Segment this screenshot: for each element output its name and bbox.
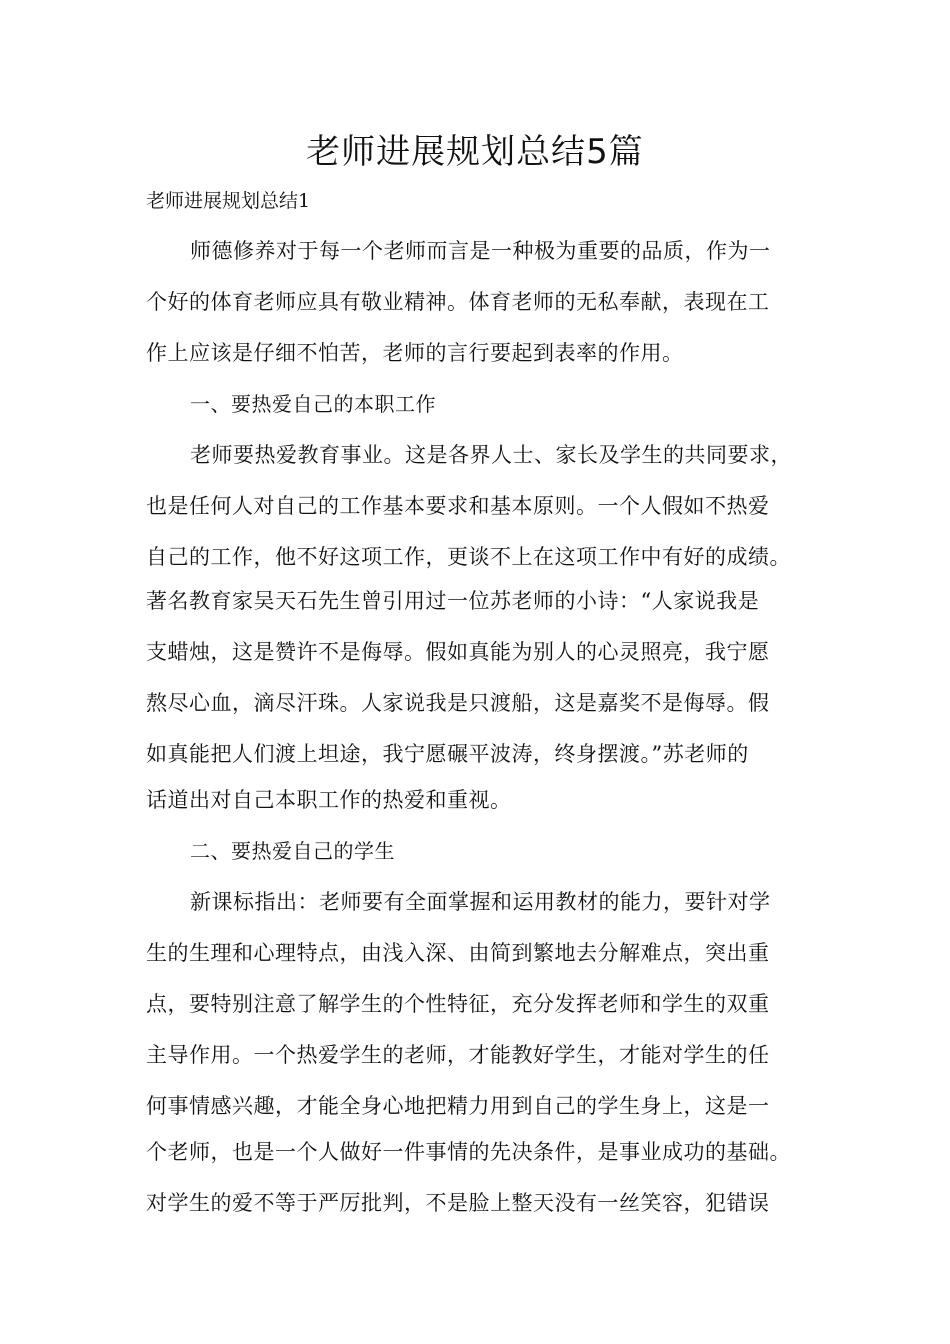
paragraph-line: 如真能把人们渡上坦途，我宁愿碾平波涛，终身摆渡。”苏老师的: [146, 742, 749, 766]
paragraph-line: 也是任何人对自己的工作基本要求和基本原则。一个人假如不热爱: [146, 494, 770, 518]
paragraph-line: 熬尽心血，滴尽汗珠。人家说我是只渡船，这是嘉奖不是侮辱。假: [146, 691, 770, 715]
section-heading: 一、要热爱自己的本职工作: [190, 392, 436, 416]
paragraph-line: 话道出对自己本职工作的热爱和重视。: [146, 788, 512, 812]
paragraph-line: 支蜡烛，这是赞许不是侮辱。假如真能为别人的心灵照亮，我宁愿: [146, 640, 770, 664]
paragraph-line: 对学生的爱不等于严厉批判，不是脸上整天没有一丝笑容，犯错误: [146, 1191, 770, 1215]
paragraph-line: 自己的工作，他不好这项工作，更谈不上在这项工作中有好的成绩。: [146, 545, 791, 569]
paragraph-line: 作上应该是仔细不怕苦，老师的言行要起到表率的作用。: [146, 341, 684, 365]
paragraph-line: 个好的体育老师应具有敬业精神。体育老师的无私奉献，表现在工: [146, 290, 770, 314]
paragraph-line: 主导作用。一个热爱学生的老师，才能教好学生，才能对学生的任: [146, 1043, 770, 1067]
section-heading: 二、要热爱自己的学生: [190, 839, 395, 863]
paragraph-line: 著名教育家吴天石先生曾引用过一位苏老师的小诗：“人家说我是: [146, 589, 760, 613]
paragraph-line: 老师要热爱教育事业。这是各界人士、家长及学生的共同要求，: [190, 443, 792, 467]
paragraph-line: 个老师，也是一个人做好一件事情的先决条件，是事业成功的基础。: [146, 1140, 791, 1164]
paragraph-line: 何事情感兴趣，才能全身心地把精力用到自己的学生身上，这是一: [146, 1094, 770, 1118]
paragraph-line: 生的生理和心理特点，由浅入深、由简到繁地去分解难点，突出重: [146, 941, 770, 965]
document-title: 老师进展规划总结5篇: [306, 132, 644, 172]
paragraph-line: 新课标指出：老师要有全面掌握和运用教材的能力，要针对学: [190, 890, 771, 914]
paragraph-line: 师德修养对于每一个老师而言是一种极为重要的品质，作为一: [190, 239, 771, 263]
document-subtitle: 老师进展规划总结1: [146, 190, 311, 212]
paragraph-line: 点，要特别注意了解学生的个性特征，充分发挥老师和学生的双重: [146, 992, 770, 1016]
